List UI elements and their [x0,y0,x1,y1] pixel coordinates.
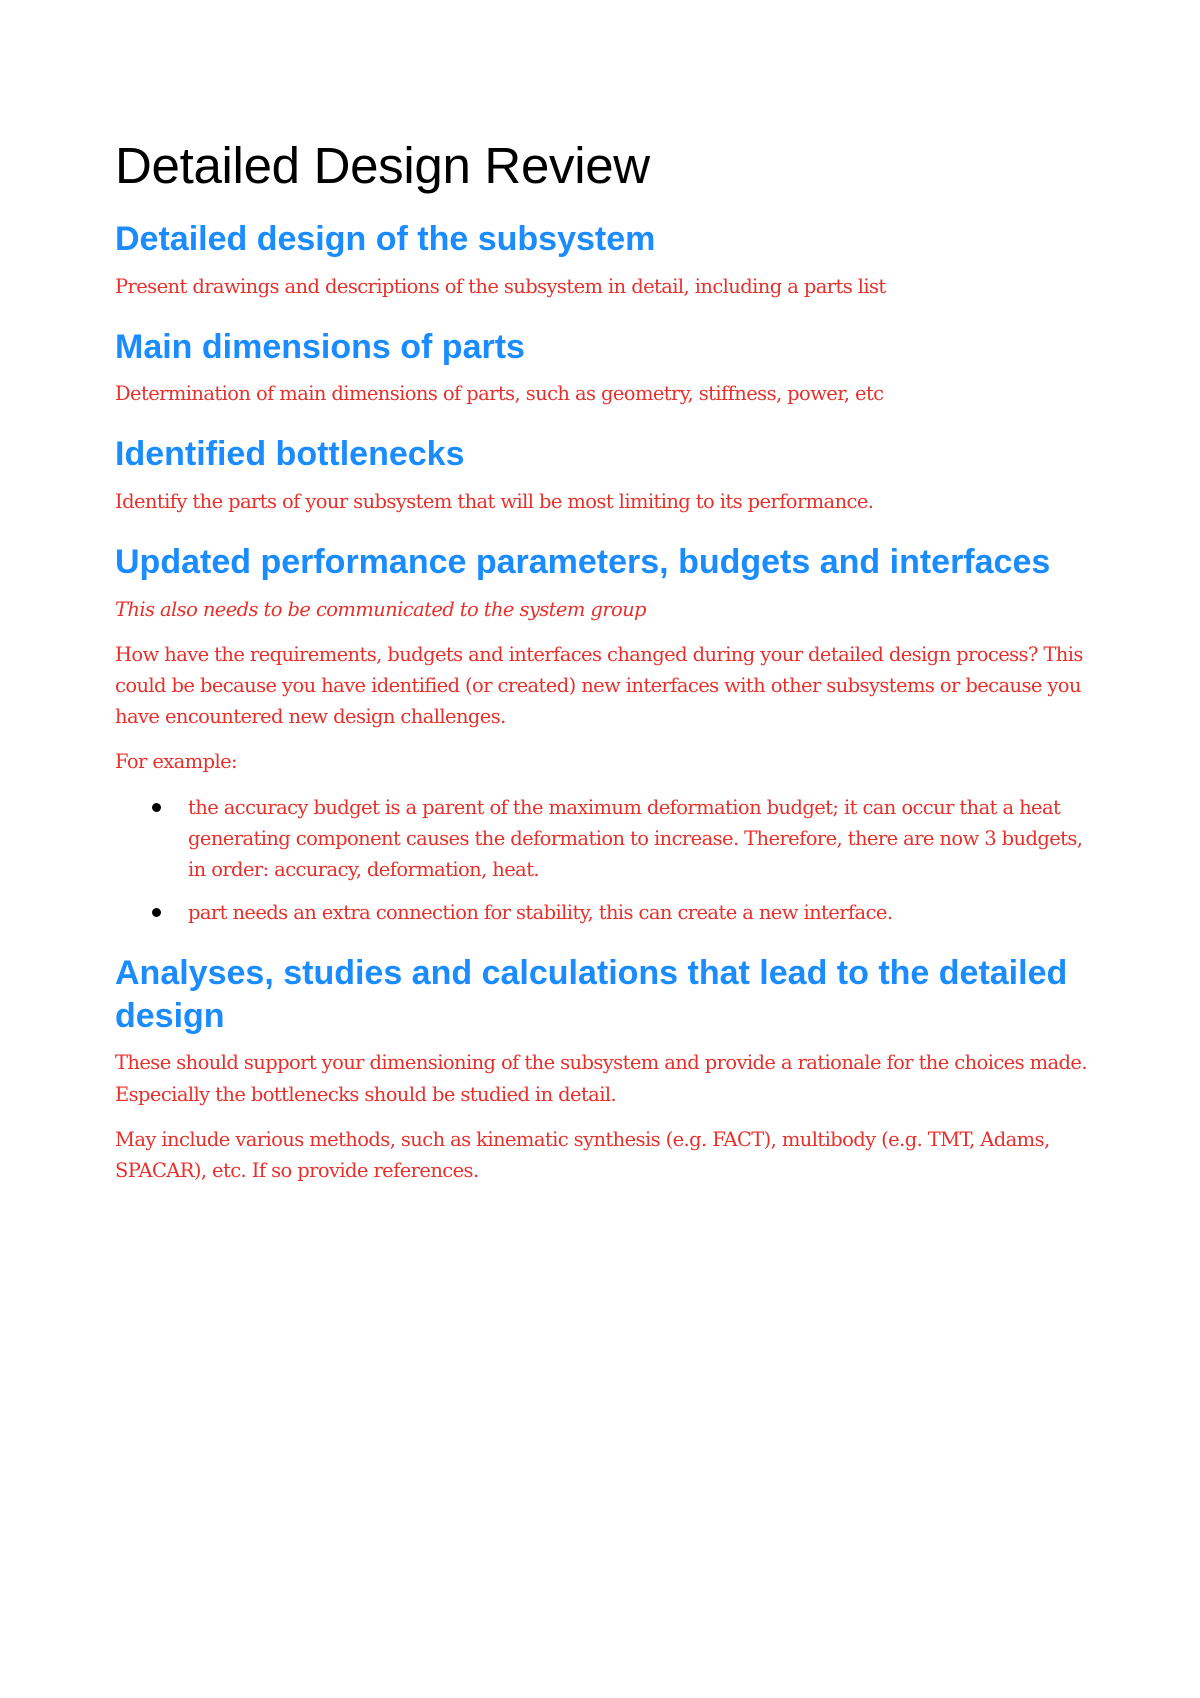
bullet-icon [152,803,161,812]
section-heading: Updated performance parameters, budgets and interfaces [115,543,1051,582]
section-heading: Analyses, studies and calculations that lead to the detailed design [115,954,1068,1035]
list-item [115,792,1100,886]
section-paragraph: These should support your dimensioning of the subsystem and provide a rationale for the choices made. Especially the bottlenecks should be studied in detail. [115,1051,1087,1106]
section-bottlenecks [115,433,1100,517]
section-paragraph: Present drawings and descriptions of the subsystem in detail, including a parts list [115,274,886,298]
section-analyses [115,952,1100,1186]
example-list [115,792,1100,929]
section-paragraph: For example: [115,750,238,774]
section-paragraph: How have the requirements, budgets and interfaces changed during your detailed design process? This could be because you have identified (or created) new interfaces with other subsystems or because you have encountered new design challenges. [115,642,1083,729]
document-content [115,138,1100,1210]
list-item-text: part needs an extra connection for stability, this can create a new interface. [188,901,893,925]
section-paragraph: Identify the parts of your subsystem that will be most limiting to its performance. [115,489,874,513]
section-note: This also needs to be communicated to the system group [115,597,646,621]
section-main-dimensions [115,326,1100,410]
list-item-text: the accuracy budget is a parent of the maximum deformation budget; it can occur that a heat generating component causes the deformation to increase. Therefore, there are now 3 budgets, in order: accuracy, deformation, heat. [188,795,1083,881]
document-title: Detailed Design Review [115,137,650,194]
list-item [115,897,1100,928]
section-paragraph: Determination of main dimensions of parts, such as geometry, stiffness, power, etc [115,382,884,406]
section-paragraph: May include various methods, such as kinematic synthesis (e.g. FACT), multibody (e.g. TMT, Adams, SPACAR), etc. If so provide references. [115,1127,1050,1182]
section-heading: Identified bottlenecks [115,435,465,474]
section-updated-parameters [115,541,1100,928]
section-detailed-design [115,218,1100,302]
bullet-icon [152,908,161,917]
section-heading: Detailed design of the subsystem [115,220,656,259]
section-heading: Main dimensions of parts [115,327,525,366]
